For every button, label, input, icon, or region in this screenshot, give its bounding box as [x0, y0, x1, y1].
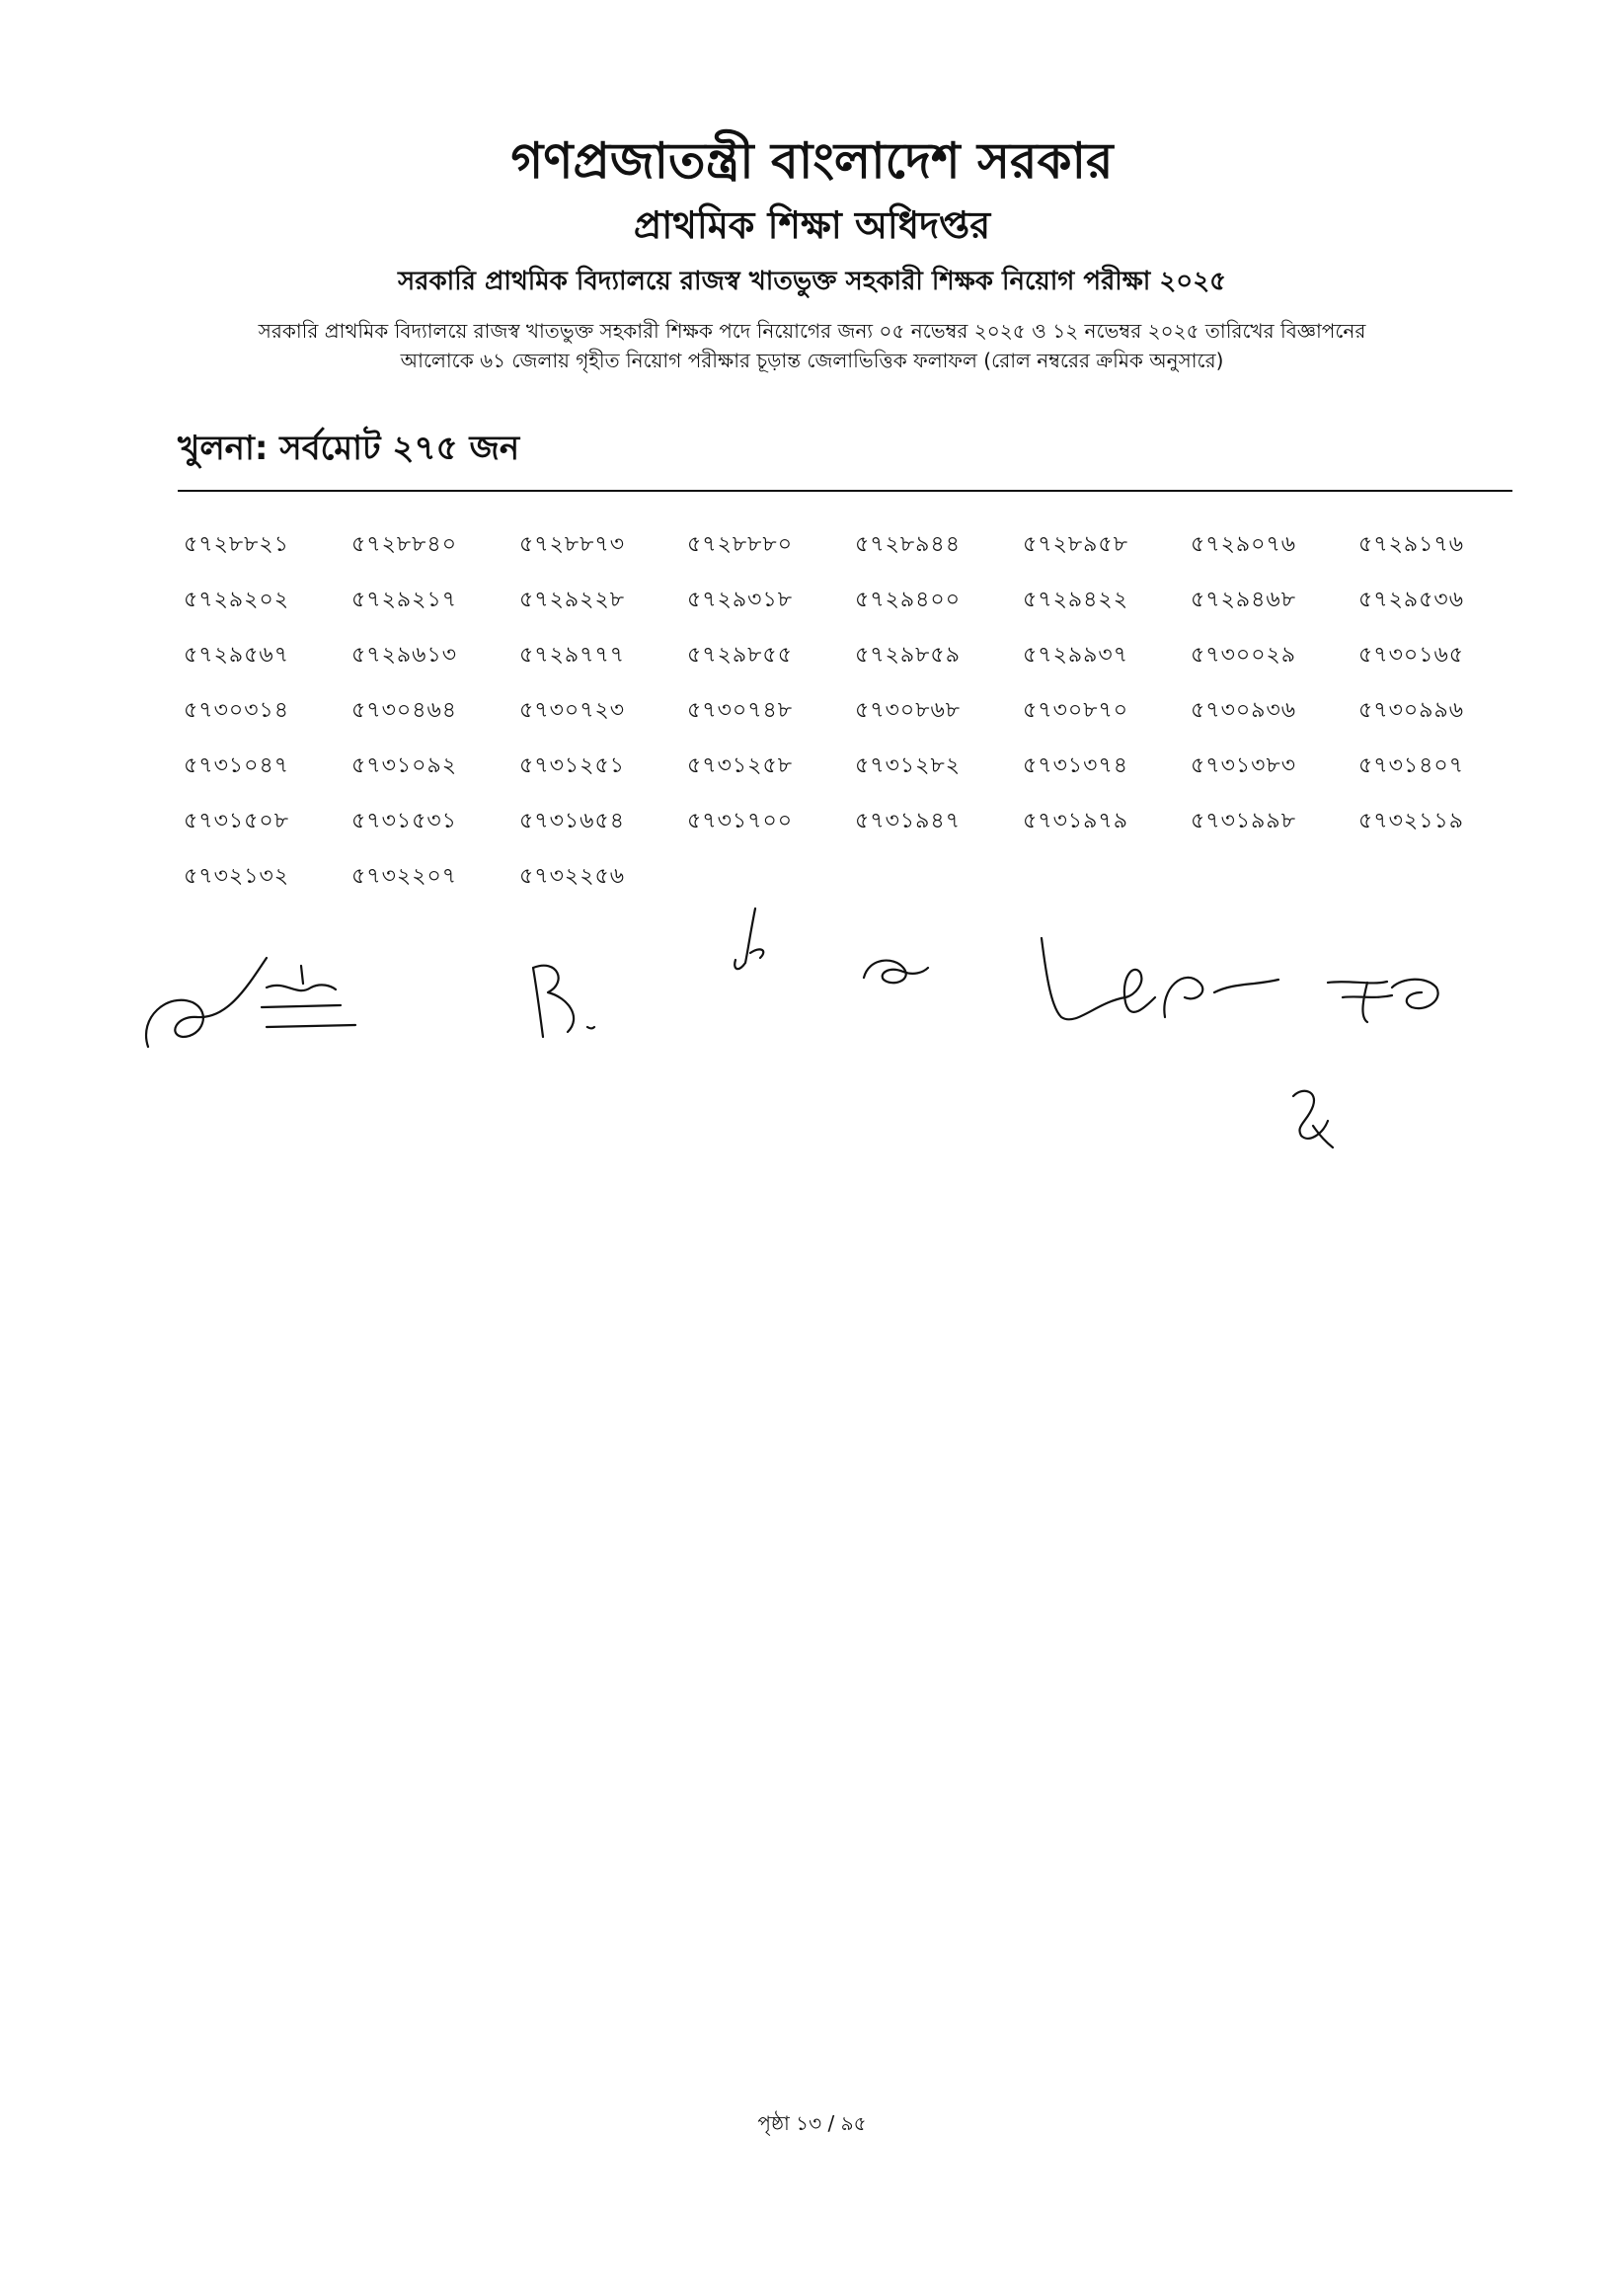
- document-header: [0, 126, 1624, 375]
- roll-number: ৫৭২৯৪৬৮: [1191, 588, 1297, 612]
- roll-number: ৫৭৩২১১৯: [1358, 809, 1465, 833]
- signature-2: [262, 966, 355, 1027]
- roll-number: ৫৭২৯৩১৮: [687, 588, 794, 612]
- section-divider: [178, 490, 1512, 492]
- roll-number: ৫৭৩১৩৭৪: [1023, 753, 1129, 778]
- signature-3: [533, 966, 594, 1037]
- roll-number: ৫৭৩০৪৬৪: [351, 698, 458, 723]
- district-section-title: খুলনা: সর্বমোট ২৭৫ জন: [178, 429, 520, 468]
- roll-number: ৫৭২৯৮৫৯: [855, 643, 961, 668]
- signature-1: [146, 958, 267, 1047]
- roll-number: ৫৭৩০৭২৩: [519, 698, 626, 723]
- roll-number: ৫৭৩১৫০৮: [184, 809, 290, 833]
- roll-number: ৫৭৩১০৪৭: [184, 753, 290, 778]
- roll-number-grid: [184, 527, 1526, 895]
- roll-number: ৫৭৩১৪০৭: [1358, 753, 1465, 778]
- roll-number: ৫৭৩১৫৩১: [351, 809, 458, 833]
- roll-number: ৫৭২৮৮২১: [184, 532, 290, 557]
- roll-number: ৫৭২৯৮৫৫: [687, 643, 793, 668]
- roll-number: ৫৭৩১৬৫৪: [519, 809, 626, 833]
- roll-number: ৫৭৩০৩১৪: [184, 698, 290, 723]
- government-heading: গণপ্রজাতন্ত্রী বাংলাদেশ সরকার: [510, 132, 1114, 190]
- roll-number: ৫৭৩১২৫১: [519, 753, 626, 778]
- roll-number: ৫৭৩০০২৯: [1191, 643, 1297, 668]
- roll-number: ৫৭৩১৩৮৩: [1191, 753, 1297, 778]
- page-number: পৃষ্ঠা ১৩ / ৯৫: [757, 2111, 867, 2135]
- roll-number: ৫৭২৯৫৩৬: [1358, 588, 1465, 612]
- roll-number: ৫৭২৮৮৮০: [687, 532, 794, 557]
- roll-number: ৫৭২৯৫৬৭: [184, 643, 290, 668]
- signature-5: [864, 961, 928, 984]
- roll-number: ৫৭৩১৯৪৭: [855, 809, 962, 833]
- roll-number: ৫৭২৮৮৭৩: [519, 532, 626, 557]
- roll-number: ৫৭৩০৯৯৬: [1358, 698, 1465, 723]
- description-line-2: আলোকে ৬১ জেলায় গৃহীত নিয়োগ পরীক্ষার চূড়ান্ত জেলাভিত্তিক ফলাফল (রোল নম্বরের ক্রমিক অনুসারে): [400, 349, 1224, 372]
- roll-number: ৫৭২৯২২৮: [519, 588, 626, 612]
- roll-number: ৫৭৩১২৮২: [855, 753, 962, 778]
- signature-4: [735, 909, 763, 969]
- roll-number: ৫৭৩১৭০০: [687, 809, 794, 833]
- roll-number: ৫৭৩০৯৩৬: [1191, 698, 1297, 723]
- roll-number: ৫৭২৯১৭৬: [1358, 532, 1465, 557]
- signature-8: [1328, 980, 1438, 1022]
- signature-6: [1042, 938, 1155, 1019]
- roll-number: ৫৭২৯২১৭: [351, 588, 458, 612]
- roll-number: ৫৭২৯২০২: [184, 588, 290, 612]
- roll-number: ৫৭২৯৪০০: [855, 588, 962, 612]
- roll-number: ৫৭২৮৯৪৪: [855, 532, 961, 557]
- roll-number: ৫৭৩২২০৭: [351, 864, 458, 889]
- signature-7: [1164, 978, 1278, 1017]
- description-line-1: সরকারি প্রাথমিক বিদ্যালয়ে রাজস্ব খাতভুক্ত সহকারী শিক্ষক পদে নিয়োগের জন্য ০৫ নভেম্বর ২০২৫ ও ১২ নভেম্বর ২০২৫ তারিখের বিজ্ঞাপনের: [258, 319, 1366, 343]
- result-description: [102, 316, 1523, 375]
- roll-number: ৫৭৩১০৯২: [351, 753, 458, 778]
- roll-number: ৫৭২৮৯৫৮: [1023, 532, 1128, 557]
- roll-number: ৫৭৩১২৫৮: [687, 753, 794, 778]
- roll-number: ৫৭৩২২৫৬: [519, 864, 626, 889]
- roll-number: ৫৭২৯৪২২: [1023, 588, 1129, 612]
- roll-number: ৫৭২৯৬১৩: [351, 643, 458, 668]
- roll-number: ৫৭২৮৮৪০: [351, 532, 458, 557]
- roll-number: ৫৭২৯০৭৬: [1191, 532, 1297, 557]
- roll-number: ৫৭২৯৯৩৭: [1023, 643, 1129, 668]
- roll-number: ৫৭৩০১৬৫: [1358, 643, 1465, 668]
- exam-title: সরকারি প্রাথমিক বিদ্যালয়ে রাজস্ব খাতভুক্ত সহকারী শিক্ষক নিয়োগ পরীক্ষা ২০২৫: [398, 267, 1226, 296]
- roll-number: ৫৭৩০৮৬৮: [855, 698, 962, 723]
- roll-number: ৫৭৩০৭৪৮: [687, 698, 794, 723]
- signature-9: [1293, 1091, 1333, 1147]
- roll-number: ৫৭৩২১৩২: [184, 864, 290, 889]
- roll-number: ৫৭৩১৯৭৯: [1023, 809, 1129, 833]
- roll-number: ৫৭৩১৯৯৮: [1191, 809, 1296, 833]
- roll-number: ৫৭২৯৭৭৭: [519, 643, 626, 668]
- signatures: [0, 889, 1624, 1175]
- directorate-heading: প্রাথমিক শিক্ষা অধিদপ্তর: [633, 203, 991, 247]
- roll-number: ৫৭৩০৮৭০: [1023, 698, 1129, 723]
